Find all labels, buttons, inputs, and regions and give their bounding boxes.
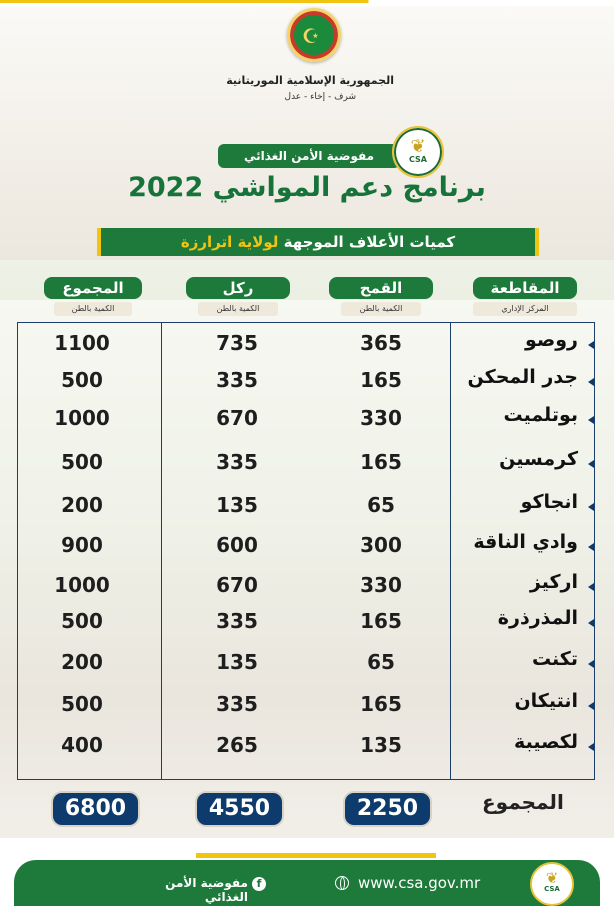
area-name: لكصيبة: [514, 731, 578, 753]
row-bullet-icon: [588, 702, 594, 710]
national-emblem-icon: ☪: [287, 8, 341, 62]
header-feed: ركل: [186, 277, 290, 299]
cell-total: 500: [61, 368, 103, 392]
total-label: المجموع: [482, 790, 564, 814]
area-name: انجاكو: [520, 491, 578, 513]
table-divider: [450, 322, 451, 780]
cell-feed: 670: [216, 573, 258, 597]
area-name: وادي الناقة: [473, 531, 578, 553]
facebook-icon[interactable]: f: [252, 877, 266, 891]
total-overall: 6800: [53, 793, 138, 825]
national-motto: شرف - إخاء - عدل: [284, 92, 356, 102]
cell-wheat: 330: [360, 406, 402, 430]
commission-badge: مفوضية الأمن الغذائي: [218, 144, 400, 168]
cell-wheat: 300: [360, 533, 402, 557]
header-wheat-sub: الكمية بالطن: [341, 302, 421, 316]
cell-total: 1000: [54, 406, 110, 430]
header-total-sub: الكمية بالطن: [54, 302, 132, 316]
cell-total: 500: [61, 609, 103, 633]
globe-icon: [335, 876, 349, 890]
cell-feed: 670: [216, 406, 258, 430]
cell-wheat: 65: [367, 493, 395, 517]
cell-total: 400: [61, 733, 103, 757]
page-title: برنامج دعم المواشي 2022: [128, 172, 486, 203]
row-bullet-icon: [588, 543, 594, 551]
cell-wheat: 165: [360, 450, 402, 474]
cell-feed: 735: [216, 331, 258, 355]
row-bullet-icon: [588, 460, 594, 468]
website-link[interactable]: www.csa.gov.mr: [358, 874, 481, 892]
header-area-sub: المركز الإداري: [473, 302, 577, 316]
footer-accent: [196, 853, 436, 858]
cell-total: 200: [61, 650, 103, 674]
row-bullet-icon: [588, 619, 594, 627]
cell-feed: 135: [216, 493, 258, 517]
row-bullet-icon: [588, 378, 594, 386]
cell-wheat: 165: [360, 609, 402, 633]
area-name: المذرذرة: [497, 607, 578, 629]
area-name: بوتلميت: [503, 404, 578, 426]
cell-feed: 135: [216, 650, 258, 674]
row-bullet-icon: [588, 503, 594, 511]
total-wheat: 2250: [345, 793, 430, 825]
cell-wheat: 330: [360, 573, 402, 597]
area-name: اركيز: [529, 571, 578, 593]
cell-total: 200: [61, 493, 103, 517]
cell-feed: 335: [216, 609, 258, 633]
header-wheat: القمح: [329, 277, 433, 299]
header-area: المقاطعة: [473, 277, 577, 299]
area-name: روصو: [524, 329, 578, 351]
cell-feed: 600: [216, 533, 258, 557]
top-stripe: [0, 0, 614, 6]
republic-name: الجمهورية الإسلامية الموريتانية: [226, 74, 394, 87]
row-bullet-icon: [588, 416, 594, 424]
cell-feed: 335: [216, 692, 258, 716]
cell-wheat: 165: [360, 368, 402, 392]
table-divider: [161, 322, 162, 780]
area-name: جدر المحكن: [467, 366, 578, 388]
page-subtitle: كميات الأعلاف الموجهة لولاية اترارزة: [97, 228, 539, 256]
csa-logo-icon: ❦ CSA: [392, 126, 444, 178]
area-name: انتيكان: [514, 690, 578, 712]
cell-total: 1000: [54, 573, 110, 597]
cell-feed: 335: [216, 368, 258, 392]
cell-total: 500: [61, 450, 103, 474]
cell-wheat: 165: [360, 692, 402, 716]
area-name: تكنت: [531, 648, 578, 670]
header-total: المجموع: [44, 277, 142, 299]
cell-feed: 265: [216, 733, 258, 757]
cell-feed: 335: [216, 450, 258, 474]
row-bullet-icon: [588, 341, 594, 349]
area-name: كرمسين: [499, 448, 578, 470]
cell-total: 500: [61, 692, 103, 716]
footer-csa-logo-icon: ❦ CSA: [530, 862, 574, 906]
header-feed-sub: الكمية بالطن: [198, 302, 278, 316]
cell-wheat: 65: [367, 650, 395, 674]
row-bullet-icon: [588, 660, 594, 668]
cell-wheat: 365: [360, 331, 402, 355]
footer-bar: [14, 860, 600, 906]
cell-total: 900: [61, 533, 103, 557]
total-feed: 4550: [197, 793, 282, 825]
row-bullet-icon: [588, 583, 594, 591]
row-bullet-icon: [588, 743, 594, 751]
cell-wheat: 135: [360, 733, 402, 757]
facebook-link[interactable]: مفوضية الأمن الغذائي: [165, 876, 248, 904]
cell-total: 1100: [54, 331, 110, 355]
